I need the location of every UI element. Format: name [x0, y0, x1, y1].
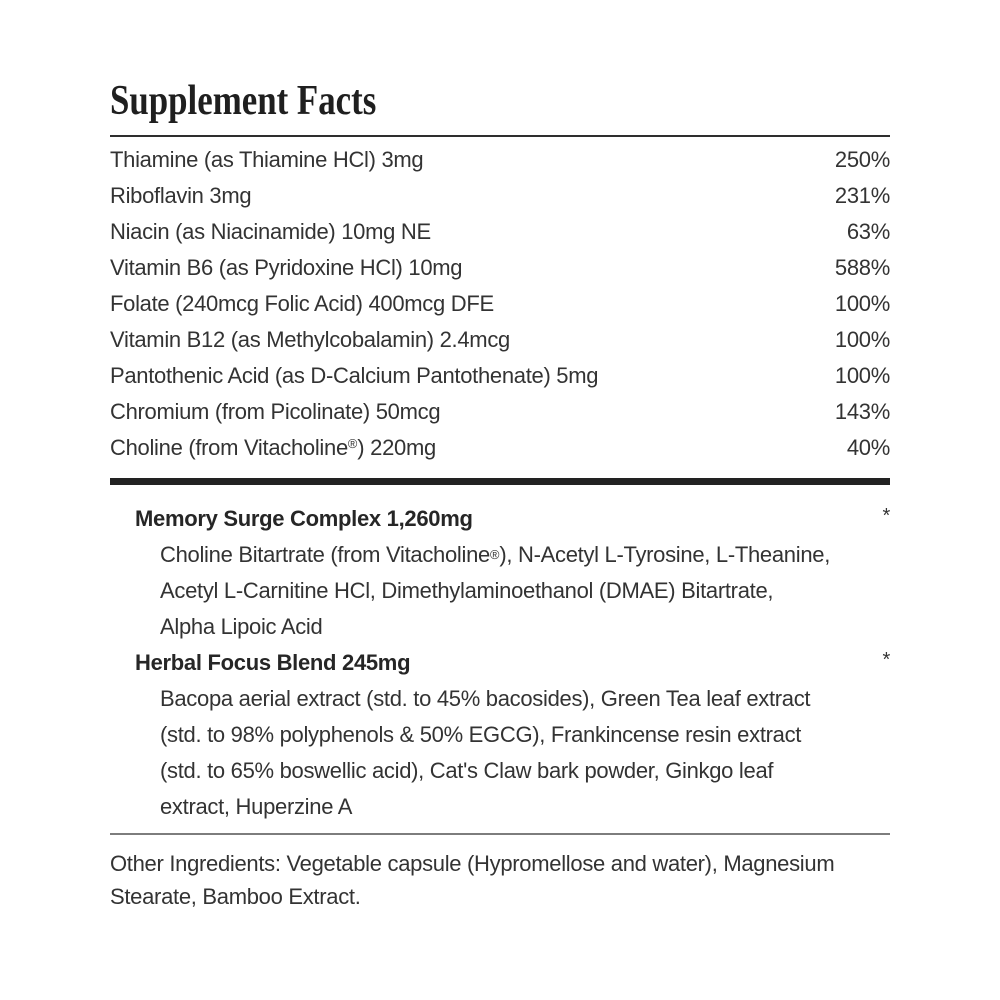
nutrient-daily-value: 250% — [834, 147, 890, 172]
nutrient-name: Niacin (as Niacinamide) 10mg NE — [110, 219, 431, 244]
page-title: Supplement Facts — [110, 78, 377, 124]
nutrient-name: Pantothenic Acid (as D-Calcium Pantothenate) 5mg — [110, 363, 599, 388]
nutrient-table — [110, 137, 890, 466]
nutrient-daily-value: 100% — [834, 363, 890, 388]
nutrient-daily-value: 231% — [834, 183, 890, 208]
nutrient-name: Thiamine (as Thiamine HCl) 3mg — [110, 147, 424, 172]
section-divider-bar — [110, 478, 890, 485]
daily-value-asterisk: * — [882, 505, 890, 527]
blend-header — [110, 501, 890, 537]
blend-sections — [110, 501, 890, 825]
supplement-facts-label — [110, 0, 890, 913]
nutrient-daily-value: 63% — [846, 219, 890, 244]
nutrient-name: Chromium (from Picolinate) 50mcg — [110, 399, 441, 424]
nutrient-daily-value: 588% — [834, 255, 890, 280]
blend-ingredients-line: Acetyl L-Carnitine HCl, Dimethylaminoethanol (DMAE) Bitartrate, — [160, 578, 774, 603]
blend-name: Herbal Focus Blend 245mg — [135, 650, 411, 675]
blend-ingredients-line: Alpha Lipoic Acid — [160, 614, 323, 639]
nutrient-daily-value: 100% — [834, 291, 890, 316]
blend-header — [110, 645, 890, 681]
nutrient-name: Folate (240mcg Folic Acid) 400mcg DFE — [110, 291, 494, 316]
nutrient-row — [110, 142, 890, 178]
nutrient-row — [110, 322, 890, 358]
blend-name: Memory Surge Complex 1,260mg — [135, 506, 473, 531]
nutrient-row — [110, 358, 890, 394]
nutrient-row — [110, 430, 890, 466]
nutrient-name: Riboflavin 3mg — [110, 183, 252, 208]
other-ingredients-line: Other Ingredients: Vegetable capsule (Hypromellose and water), Magnesium — [110, 850, 835, 876]
other-ingredients-line: Stearate, Bamboo Extract. — [110, 883, 361, 909]
blend-ingredients — [110, 537, 890, 645]
nutrient-row — [110, 394, 890, 430]
blend-ingredients-line: (std. to 98% polyphenols & 50% EGCG), Frankincense resin extract — [160, 722, 802, 747]
other-ingredients — [110, 847, 890, 913]
blend-ingredients-line: (std. to 65% boswellic acid), Cat's Claw bark powder, Ginkgo leaf — [160, 758, 774, 783]
blend-section — [110, 501, 890, 645]
blend-ingredients-line: Choline Bitartrate (from Vitacholine ® ), N-Acetyl L-Tyrosine, L-Theanine, — [160, 542, 831, 567]
nutrient-daily-value: 100% — [834, 327, 890, 352]
daily-value-asterisk: * — [882, 649, 890, 671]
blend-ingredients — [110, 681, 890, 825]
nutrient-row — [110, 178, 890, 214]
blend-ingredients-line: extract, Huperzine A — [160, 794, 353, 819]
nutrient-daily-value: 143% — [834, 399, 890, 424]
nutrient-name: Vitamin B6 (as Pyridoxine HCl) 10mg — [110, 255, 463, 280]
nutrient-row — [110, 286, 890, 322]
blend-ingredients-line: Bacopa aerial extract (std. to 45% bacosides), Green Tea leaf extract — [160, 686, 811, 711]
nutrient-name: Vitamin B12 (as Methylcobalamin) 2.4mcg — [110, 327, 510, 352]
nutrient-row — [110, 214, 890, 250]
nutrient-daily-value: 40% — [846, 435, 890, 460]
blend-section — [110, 645, 890, 825]
nutrient-name: Choline (from Vitacholine®) 220mg — [110, 435, 436, 460]
other-ingredients-rule — [110, 833, 890, 835]
nutrient-row — [110, 250, 890, 286]
